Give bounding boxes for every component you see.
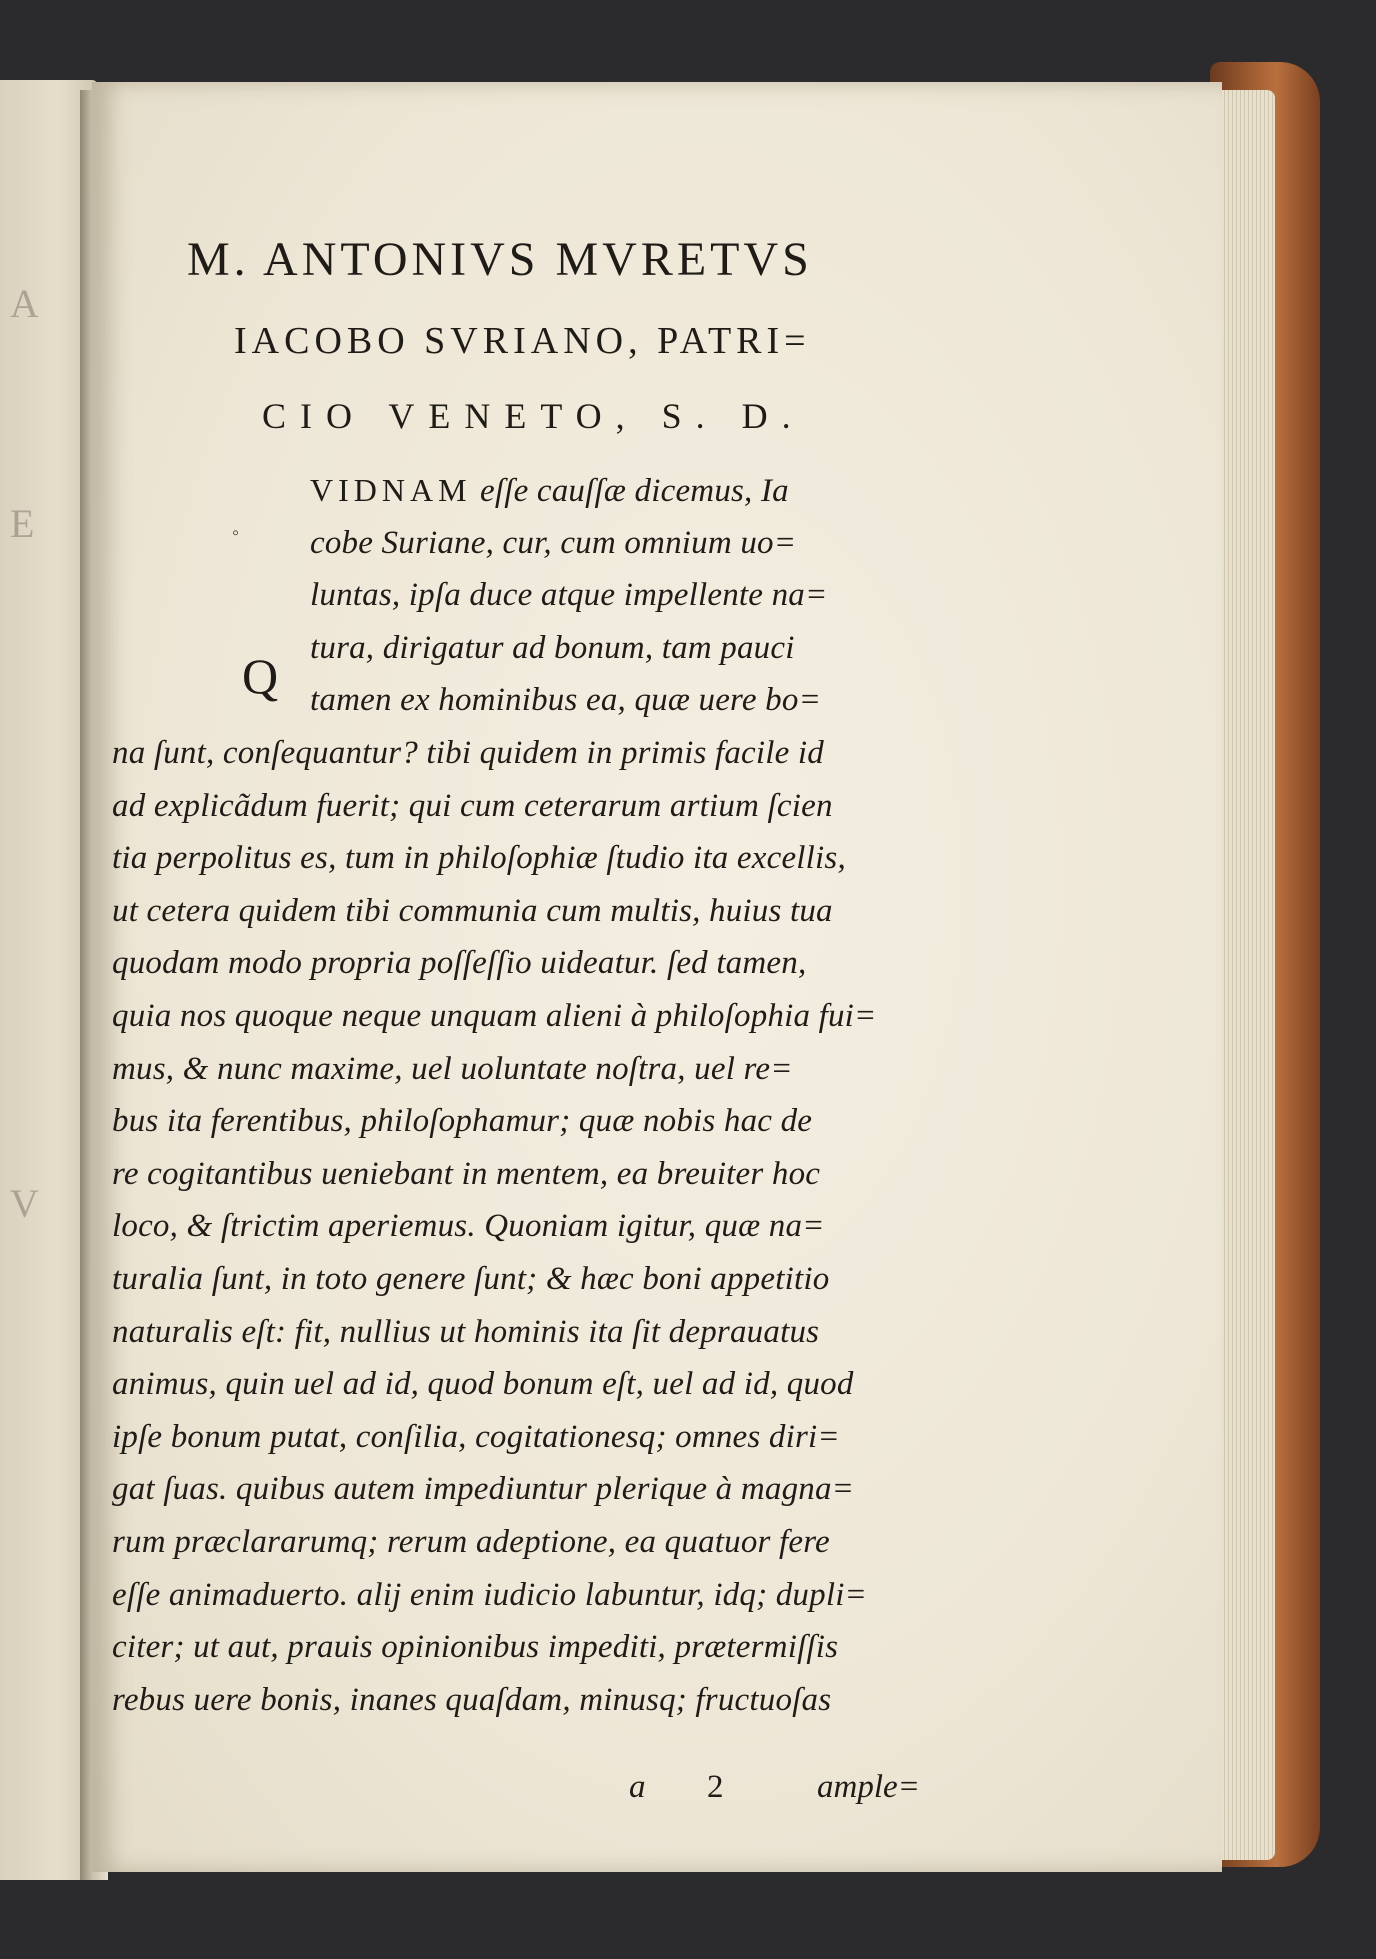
text-line: tamen ex hominibus ea, quæ uere bo= [310, 682, 822, 719]
left-page-bleed: A E V [10, 281, 39, 1226]
text-line: gat ſuas. quibus autem impediuntur plerique à magna= [112, 1471, 855, 1508]
text-line: ut cetera quidem tibi communia cum multis, huius tua [112, 892, 833, 929]
drop-cap: Q [242, 648, 279, 704]
text-line: ipſe bonum putat, conſilia, cogitationesq; omnes diri= [112, 1418, 840, 1455]
text-line: quia nos quoque neque unquam alieni à philoſophia fui= [112, 998, 877, 1034]
text-line: eſſe animaduerto. alij enim iudicio labuntur, idq; dupli= [112, 1576, 868, 1613]
text-line: rebus uere bonis, inanes quaſdam, minusq; fructuoſas [112, 1681, 832, 1718]
text-line: re cogitantibus ueniebant in mentem, ea breuiter hoc [112, 1155, 821, 1192]
ornament-icon: ◦ [232, 522, 240, 544]
recto-page [92, 82, 1222, 1872]
signature-mark: a [629, 1769, 646, 1805]
text-line: luntas, ipſa duce atque impellente na= [310, 577, 828, 614]
text-line: cobe Suriane, cur, cum omnium uo= [310, 524, 797, 561]
opening-word: VIDNAM [310, 472, 472, 508]
heading-line-3: CIO VENETO, S. D. [262, 396, 805, 436]
text-line: bus ita ferentibus, philoſophamur; quæ nobis hac de [112, 1103, 813, 1140]
text-line: rum præclararumq; rerum adeptione, ea quatuor fere [112, 1524, 830, 1560]
text-line: turalia ſunt, in toto genere ſunt; & hæc boni appetitio [112, 1261, 830, 1297]
heading-line-2: IACOBO SVRIANO, PATRI= [234, 320, 811, 362]
text-line: loco, & ſtrictim aperiemus. Quoniam igitur, quæ na= [112, 1208, 825, 1245]
catchword: ample= [817, 1769, 920, 1805]
text-line: VIDNAM eſſe cauſſæ dicemus, Ia [310, 472, 789, 509]
text-line: tia perpolitus es, tum in philoſophiæ ſtudio ita excellis, [112, 840, 846, 877]
text-line: mus, & nunc maxime, uel uoluntate noſtra, uel re= [112, 1050, 793, 1087]
text-line: animus, quin uel ad id, quod bonum eſt, uel ad id, quod [112, 1366, 854, 1403]
heading-line-1: M. ANTONIVS MVRETVS [187, 233, 813, 286]
text-line: ad explicãdum fuerit; qui cum ceterarum artium ſcien [112, 787, 833, 824]
signature-number: 2 [707, 1769, 724, 1805]
text-line: na ſunt, conſequantur? tibi quidem in primis facile id [112, 735, 825, 771]
text-line: citer; ut aut, prauis opinionibus impediti, prætermiſſis [112, 1629, 839, 1666]
page-text [92, 82, 1222, 1872]
text-line: naturalis eſt: fit, nullius ut hominis ita ſit deprauatus [112, 1313, 820, 1350]
text-line: tura, dirigatur ad bonum, tam pauci [310, 629, 795, 666]
text-line: quodam modo propria poſſeſſio uideatur. ſed tamen, [112, 945, 807, 982]
